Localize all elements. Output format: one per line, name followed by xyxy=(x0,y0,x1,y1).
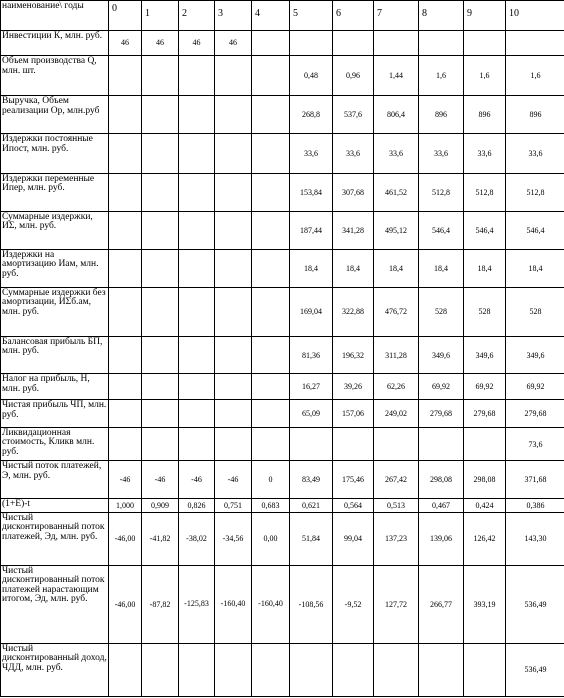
table-cell: 46 xyxy=(142,30,179,56)
table-cell xyxy=(142,173,179,211)
table-cell: 371,68 xyxy=(506,461,564,499)
table-cell xyxy=(109,287,142,336)
table-cell: 33,6 xyxy=(464,134,506,174)
table-cell xyxy=(109,249,142,287)
table-cell xyxy=(252,643,290,696)
table-cell xyxy=(142,211,179,249)
table-cell xyxy=(464,30,506,56)
table-cell xyxy=(215,211,252,249)
table-cell xyxy=(215,56,252,96)
table-cell xyxy=(179,173,215,211)
table-cell xyxy=(252,211,290,249)
table-cell: 83,49 xyxy=(290,461,333,499)
table-cell: 341,28 xyxy=(333,211,374,249)
table-cell: 546,4 xyxy=(506,211,564,249)
table-cell xyxy=(506,30,564,56)
table-cell: 349,6 xyxy=(419,336,464,374)
table-cell xyxy=(109,427,142,461)
year-header: 2 xyxy=(179,1,215,31)
table-cell: 127,72 xyxy=(374,565,419,643)
table-cell: 46 xyxy=(179,30,215,56)
table-row xyxy=(1,512,564,565)
table-cell: 528 xyxy=(464,287,506,336)
table-cell: 0,48 xyxy=(290,56,333,96)
table-row xyxy=(1,30,564,56)
table-cell xyxy=(142,643,179,696)
table-cell xyxy=(252,173,290,211)
table-row xyxy=(1,499,564,512)
table-cell: 298,08 xyxy=(464,461,506,499)
table-cell: 267,42 xyxy=(374,461,419,499)
table-cell xyxy=(109,96,142,134)
table-cell: 349,6 xyxy=(506,336,564,374)
table-cell: 0,96 xyxy=(333,56,374,96)
table-cell: -46 xyxy=(109,461,142,499)
table-cell: -46 xyxy=(142,461,179,499)
table-row xyxy=(1,249,564,287)
table-cell: 46 xyxy=(109,30,142,56)
table-row xyxy=(1,134,564,174)
table-cell: 307,68 xyxy=(333,173,374,211)
table-cell xyxy=(333,427,374,461)
table-cell xyxy=(179,400,215,428)
row-label: Ликвидационная стоимость, Кликв млн. руб. xyxy=(1,427,109,461)
row-label: Издержки на амортизацию Иам, млн. руб. xyxy=(1,249,109,287)
table-cell: 187,44 xyxy=(290,211,333,249)
table-cell: 322,88 xyxy=(333,287,374,336)
table-row xyxy=(1,400,564,428)
table-cell xyxy=(252,56,290,96)
row-label: Суммарные издержки, ИΣ, млн. руб. xyxy=(1,211,109,249)
table-cell xyxy=(374,643,419,696)
row-label: Суммарные издержки без амортизации, ИΣб.ам, млн. руб. xyxy=(1,287,109,336)
table-cell xyxy=(179,56,215,96)
row-label: (1+Е)-t xyxy=(1,499,109,512)
table-cell: 33,6 xyxy=(374,134,419,174)
table-cell: 18,4 xyxy=(464,249,506,287)
table-cell: 1,6 xyxy=(464,56,506,96)
table-row xyxy=(1,96,564,134)
year-header: 6 xyxy=(333,1,374,31)
year-header: 1 xyxy=(142,1,179,31)
table-cell: 279,68 xyxy=(464,400,506,428)
table-cell: 16,27 xyxy=(290,374,333,400)
table-cell xyxy=(109,374,142,400)
table-cell xyxy=(179,643,215,696)
table-cell: 0,683 xyxy=(252,499,290,512)
table-cell: 139,06 xyxy=(419,512,464,565)
table-cell: 896 xyxy=(419,96,464,134)
table-row xyxy=(1,287,564,336)
table-cell: 393,19 xyxy=(464,565,506,643)
row-label: Издержки постоянные Ипост, млн. руб. xyxy=(1,134,109,174)
table-cell: 528 xyxy=(506,287,564,336)
table-row xyxy=(1,643,564,696)
table-cell: 62,26 xyxy=(374,374,419,400)
table-cell: 0,751 xyxy=(215,499,252,512)
table-cell xyxy=(179,249,215,287)
table-cell: 81,36 xyxy=(290,336,333,374)
table-cell xyxy=(109,134,142,174)
table-row xyxy=(1,56,564,96)
table-cell xyxy=(252,249,290,287)
table-cell: 512,8 xyxy=(464,173,506,211)
table-cell: 476,72 xyxy=(374,287,419,336)
table-cell: 0,467 xyxy=(419,499,464,512)
year-header: 9 xyxy=(464,1,506,31)
table-row xyxy=(1,336,564,374)
table-cell: 69,92 xyxy=(506,374,564,400)
table-cell: 0,424 xyxy=(464,499,506,512)
table-cell: 143,30 xyxy=(506,512,564,565)
table-cell xyxy=(290,30,333,56)
row-label: Чистый дисконтированный поток платежей нарастающим итогом, Эд, млн. руб. xyxy=(1,565,109,643)
table-cell: 279,68 xyxy=(506,400,564,428)
year-header: 4 xyxy=(252,1,290,31)
table-cell: 546,4 xyxy=(464,211,506,249)
table-cell: 896 xyxy=(464,96,506,134)
table-cell xyxy=(252,287,290,336)
table-cell xyxy=(142,134,179,174)
table-cell: 0,621 xyxy=(290,499,333,512)
table-cell xyxy=(419,643,464,696)
table-cell: 249,02 xyxy=(374,400,419,428)
table-cell xyxy=(109,56,142,96)
table-cell: 157,06 xyxy=(333,400,374,428)
table-cell xyxy=(215,134,252,174)
table-cell: 1,44 xyxy=(374,56,419,96)
table-cell xyxy=(419,30,464,56)
table-cell: 169,04 xyxy=(290,287,333,336)
table-cell: 18,4 xyxy=(419,249,464,287)
table-cell: -34,56 xyxy=(215,512,252,565)
table-cell xyxy=(333,643,374,696)
year-header: 10 xyxy=(506,1,564,31)
row-label: Балансовая прибыль БП, млн. руб. xyxy=(1,336,109,374)
table-cell xyxy=(252,134,290,174)
table-cell: 126,42 xyxy=(464,512,506,565)
table-cell xyxy=(179,211,215,249)
row-label: Инвестиции К, млн. руб. xyxy=(1,30,109,56)
table-cell: 536,49 xyxy=(506,643,564,696)
table-cell xyxy=(109,336,142,374)
table-cell: 512,8 xyxy=(419,173,464,211)
year-header: 8 xyxy=(419,1,464,31)
table-cell: 0 xyxy=(252,461,290,499)
table-cell: 311,28 xyxy=(374,336,419,374)
table-cell: 806,4 xyxy=(374,96,419,134)
table-cell xyxy=(142,400,179,428)
table-cell: 512,8 xyxy=(506,173,564,211)
year-header: 0 xyxy=(109,1,142,31)
year-header: 7 xyxy=(374,1,419,31)
table-cell: 0,826 xyxy=(179,499,215,512)
row-label: Чистый дисконтированный доход, ЧДД, млн. руб. xyxy=(1,643,109,696)
table-row xyxy=(1,565,564,643)
table-cell xyxy=(179,96,215,134)
table-cell: 18,4 xyxy=(506,249,564,287)
table-cell: 349,6 xyxy=(464,336,506,374)
table-cell xyxy=(142,249,179,287)
table-cell xyxy=(333,30,374,56)
table-cell: 536,49 xyxy=(506,565,564,643)
table-cell xyxy=(215,249,252,287)
table-cell xyxy=(179,374,215,400)
table-cell xyxy=(374,427,419,461)
table-cell xyxy=(215,427,252,461)
row-label: Чистый дисконтированный поток платежей, Эд, млн. руб. xyxy=(1,512,109,565)
table-cell: -46 xyxy=(215,461,252,499)
table-cell: 537,6 xyxy=(333,96,374,134)
table-cell xyxy=(215,96,252,134)
table-cell xyxy=(215,336,252,374)
table-cell: 175,46 xyxy=(333,461,374,499)
table-cell: 69,92 xyxy=(464,374,506,400)
table-cell: 279,68 xyxy=(419,400,464,428)
table-cell: 99,04 xyxy=(333,512,374,565)
row-label: Чистый поток платежей, Э, млн. руб. xyxy=(1,461,109,499)
table-cell: 33,6 xyxy=(290,134,333,174)
table-cell: 33,6 xyxy=(419,134,464,174)
table-cell: 495,12 xyxy=(374,211,419,249)
table-cell xyxy=(215,643,252,696)
row-label: Выручка, Объем реализации Ор, млн.руб xyxy=(1,96,109,134)
table-row xyxy=(1,374,564,400)
table-cell xyxy=(179,336,215,374)
table-cell: -160,40 xyxy=(252,565,290,643)
table-cell xyxy=(374,30,419,56)
year-header: 5 xyxy=(290,1,333,31)
table-cell: 528 xyxy=(419,287,464,336)
table-cell xyxy=(252,400,290,428)
table-cell: 461,52 xyxy=(374,173,419,211)
table-cell xyxy=(142,96,179,134)
table-row xyxy=(1,427,564,461)
table-cell: 298,08 xyxy=(419,461,464,499)
table-cell: 46 xyxy=(215,30,252,56)
table-cell xyxy=(290,427,333,461)
table-cell xyxy=(419,427,464,461)
row-label: Издержки переменные Ипер, млн. руб. xyxy=(1,173,109,211)
table-cell: -38,02 xyxy=(179,512,215,565)
table-cell xyxy=(464,643,506,696)
table-cell xyxy=(252,96,290,134)
table-row xyxy=(1,173,564,211)
table-cell: 65,09 xyxy=(290,400,333,428)
table-cell: -9,52 xyxy=(333,565,374,643)
table-cell: 33,6 xyxy=(333,134,374,174)
table-cell: 0,00 xyxy=(252,512,290,565)
table-cell xyxy=(142,336,179,374)
table-cell xyxy=(142,287,179,336)
table-cell: -160,40 xyxy=(215,565,252,643)
table-cell xyxy=(290,643,333,696)
table-cell xyxy=(252,374,290,400)
row-label: Налог на прибыль, Н, млн. руб. xyxy=(1,374,109,400)
table-cell: 546,4 xyxy=(419,211,464,249)
year-header: 3 xyxy=(215,1,252,31)
table-cell: -46,00 xyxy=(109,512,142,565)
table-cell xyxy=(142,427,179,461)
table-cell: 51,84 xyxy=(290,512,333,565)
table-cell: 0,513 xyxy=(374,499,419,512)
row-label: Объем производства Q, млн. шт. xyxy=(1,56,109,96)
table-cell: 0,909 xyxy=(142,499,179,512)
table-row xyxy=(1,211,564,249)
table-cell: 1,6 xyxy=(419,56,464,96)
table-cell xyxy=(142,374,179,400)
table-cell xyxy=(179,287,215,336)
table-cell xyxy=(179,427,215,461)
table-cell xyxy=(252,336,290,374)
table-cell: 153,84 xyxy=(290,173,333,211)
table-cell: 266,77 xyxy=(419,565,464,643)
table-cell xyxy=(215,400,252,428)
table-cell xyxy=(109,211,142,249)
table-cell xyxy=(215,173,252,211)
table-cell: 39,26 xyxy=(333,374,374,400)
table-cell: 33,6 xyxy=(506,134,564,174)
table-cell: 0,564 xyxy=(333,499,374,512)
table-cell: 73,6 xyxy=(506,427,564,461)
table-cell xyxy=(464,427,506,461)
table-cell xyxy=(215,374,252,400)
header-row xyxy=(1,1,564,31)
table-cell xyxy=(252,30,290,56)
table-cell: -46 xyxy=(179,461,215,499)
table-cell xyxy=(109,400,142,428)
table-cell xyxy=(109,173,142,211)
table-row xyxy=(1,461,564,499)
table-cell: 896 xyxy=(506,96,564,134)
table-cell: -125,83 xyxy=(179,565,215,643)
table-cell xyxy=(215,287,252,336)
table-cell xyxy=(142,56,179,96)
table-cell: 1,6 xyxy=(506,56,564,96)
header-label-cell: наименование\ годы xyxy=(1,1,109,31)
table-cell: 18,4 xyxy=(290,249,333,287)
table-cell xyxy=(109,643,142,696)
table-cell: 1,000 xyxy=(109,499,142,512)
table-cell: 18,4 xyxy=(374,249,419,287)
table-cell: -41,82 xyxy=(142,512,179,565)
table-cell: -108,56 xyxy=(290,565,333,643)
table-cell: 268,8 xyxy=(290,96,333,134)
table-cell: 69,92 xyxy=(419,374,464,400)
table-cell xyxy=(252,427,290,461)
table-cell: -87,82 xyxy=(142,565,179,643)
table-cell: 0,386 xyxy=(506,499,564,512)
table-cell: -46,00 xyxy=(109,565,142,643)
table-cell: 18,4 xyxy=(333,249,374,287)
table-cell: 196,32 xyxy=(333,336,374,374)
row-label: Чистая прибыль ЧП, млн. руб. xyxy=(1,400,109,428)
table-cell xyxy=(179,134,215,174)
table-cell: 137,23 xyxy=(374,512,419,565)
